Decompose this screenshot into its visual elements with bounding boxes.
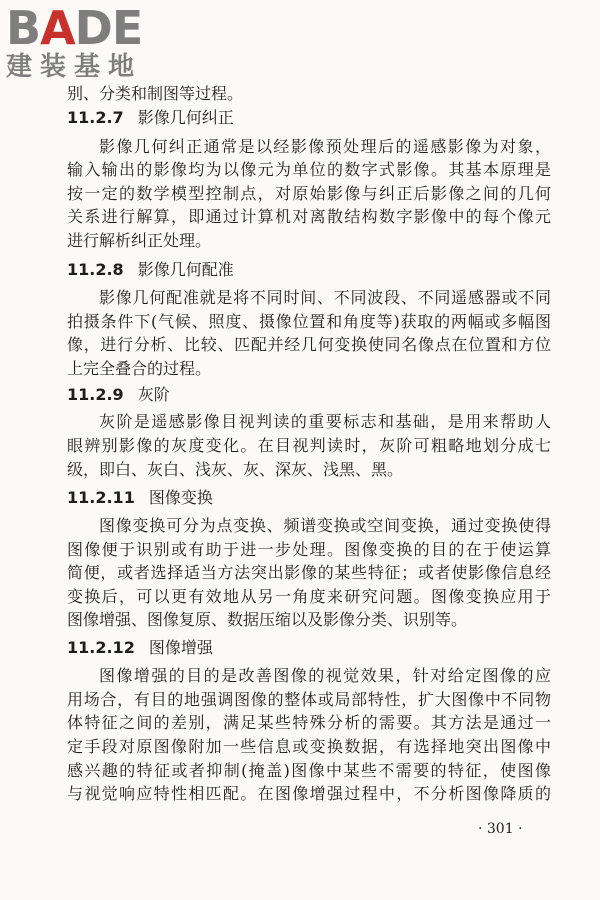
text-line: 上完全叠合的过程。 bbox=[67, 359, 212, 378]
section-number: 11.2.7 bbox=[67, 108, 124, 127]
logo-wordmark: BADE bbox=[6, 1, 143, 55]
text-line: 图像增强、图像复原、数据压缩以及影像分类、识别等。 bbox=[67, 610, 468, 629]
section-heading bbox=[67, 107, 234, 129]
section-number: 11.2.12 bbox=[67, 638, 135, 657]
section-number: 11.2.8 bbox=[67, 260, 124, 279]
section-number: 11.2.11 bbox=[67, 488, 135, 507]
text-line: 眼辨别影像的灰度变化。在目视判读时，灰阶可粗略地划分成七 bbox=[67, 436, 551, 455]
text-line: 体特征之间的差别，满足某些特殊分析的需要。其方法是通过一 bbox=[67, 713, 551, 732]
text-line: 用场合，有目的地强调图像的整体或局部特性，扩大图像中不同物 bbox=[67, 690, 551, 709]
section-heading bbox=[67, 259, 234, 281]
text-line: 别、分类和制图等过程。 bbox=[67, 84, 244, 103]
logo-subtitle: 建装基地 bbox=[6, 52, 143, 82]
section-title: 灰阶 bbox=[137, 385, 170, 404]
bade-logo bbox=[6, 2, 182, 82]
text-line: 图像便于识别或有助于进一步处理。图像变换的目的在于使运算 bbox=[67, 540, 551, 559]
text-line: 进行解析纠正处理。 bbox=[67, 231, 212, 250]
section-heading bbox=[67, 637, 213, 659]
text-line: 变换后，可以更有效地从另一角度来研究问题。图像变换应用于 bbox=[67, 587, 551, 606]
section-heading bbox=[67, 384, 170, 406]
section-title: 图像增强 bbox=[148, 638, 213, 657]
text-line: 按一定的数学模型控制点，对原始影像与纠正后影像之间的几何 bbox=[67, 184, 551, 203]
page-number: · 301 · bbox=[478, 821, 523, 837]
text-line: 拍摄条件下(气候、照度、摄像位置和角度等)获取的两幅或多幅图 bbox=[67, 312, 551, 331]
section-title: 影像几何纠正 bbox=[137, 108, 234, 127]
text-line: 像，进行分析、比较、匹配并经几何变换使同名像点在位置和方位 bbox=[67, 335, 551, 354]
text-line: 与视觉响应特性相匹配。在图像增强过程中，不分析图像降质的 bbox=[67, 784, 551, 803]
text-line: 影像几何纠正通常是以经影像预处理后的遥感影像为对象， bbox=[99, 137, 551, 156]
section-title: 图像变换 bbox=[148, 488, 213, 507]
text-line: 关系进行解算，即通过计算机对离散结构数字影像中的每个像元 bbox=[67, 207, 551, 226]
text-line: 定手段对原图像附加一些信息或变换数据，有选择地突出图像中 bbox=[67, 737, 551, 756]
text-line: 感兴趣的特征或者抑制(掩盖)图像中某些不需要的特征，使图像 bbox=[67, 761, 551, 780]
text-line: 级，即白、灰白、浅灰、灰、深灰、浅黑、黑。 bbox=[67, 460, 404, 479]
text-line: 影像几何配准就是将不同时间、不同波段、不同遥感器或不同 bbox=[99, 288, 551, 307]
text-line: 输入输出的影像均为以像元为单位的数字式影像。其基本原理是 bbox=[67, 160, 551, 179]
text-line: 简便，或者选择适当方法突出影像的某些特征；或者使影像信息经 bbox=[67, 563, 551, 582]
section-heading bbox=[67, 487, 213, 509]
text-line: 灰阶是遥感影像目视判读的重要标志和基础，是用来帮助人 bbox=[99, 412, 551, 431]
text-line: 图像增强的目的是改善图像的视觉效果，针对给定图像的应 bbox=[99, 666, 551, 685]
text-line: 图像变换可分为点变换、频谱变换或空间变换，通过变换使得 bbox=[99, 516, 551, 535]
section-number: 11.2.9 bbox=[67, 385, 124, 404]
section-title: 影像几何配准 bbox=[137, 260, 234, 279]
